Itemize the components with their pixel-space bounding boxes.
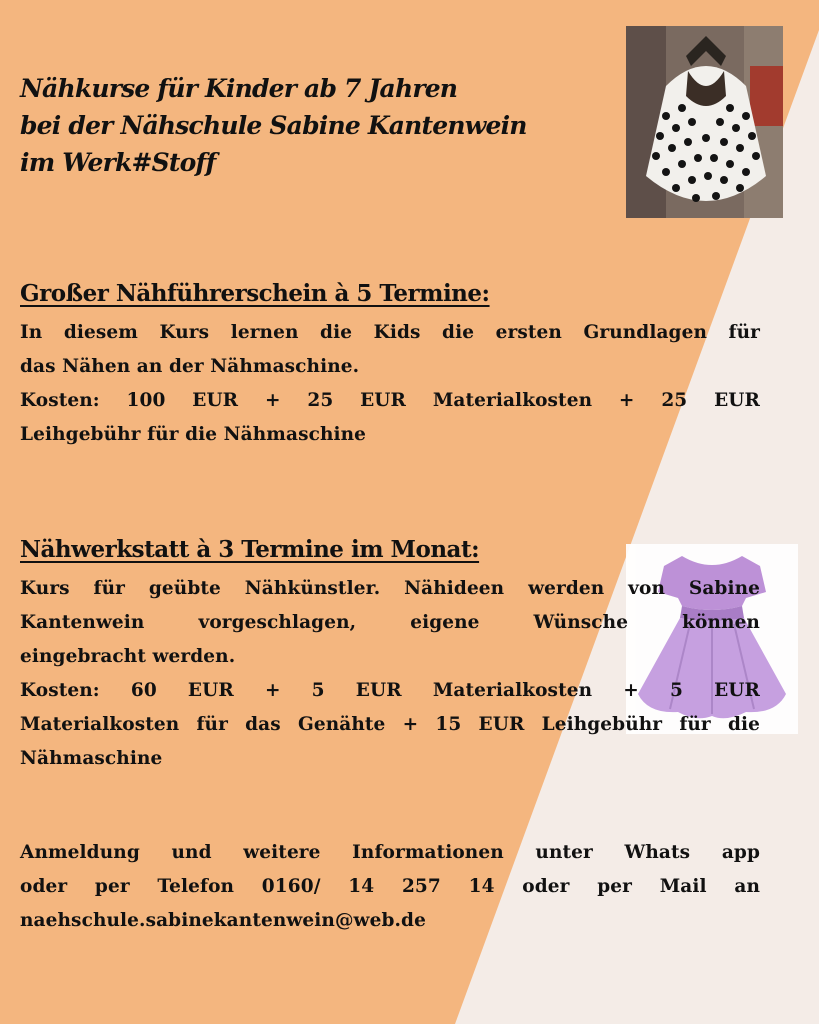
contact-line-2: oder per Telefon 0160/ 14 257 14 oder per Mail an bbox=[20, 876, 760, 897]
course2-desc-line-3: eingebracht werden. bbox=[20, 646, 236, 667]
contact-email[interactable]: naehschule.sabinekantenwein@web.de bbox=[20, 910, 426, 931]
course2-cost-line-3: Nähmaschine bbox=[20, 748, 163, 769]
contact-line-1: Anmeldung und weitere Informationen unter Whats app bbox=[20, 842, 760, 863]
course1-desc-line-1: In diesem Kurs lernen die Kids die ersten Grundlagen für bbox=[20, 322, 760, 343]
page-title bbox=[20, 70, 610, 181]
course1-heading: Großer Nähführerschein à 5 Termine: bbox=[20, 280, 490, 307]
course1-cost-line-1: Kosten: 100 EUR + 25 EUR Materialkosten + 25 EUR bbox=[20, 390, 760, 411]
course2-description bbox=[20, 572, 760, 776]
course1-desc-line-2: das Nähen an der Nähmaschine. bbox=[20, 356, 360, 377]
polka-dot-bag-photo bbox=[626, 26, 783, 218]
course2-heading: Nähwerkstatt à 3 Termine im Monat: bbox=[20, 536, 480, 563]
contact-info bbox=[20, 836, 760, 938]
course2-cost-line-2: Materialkosten für das Genähte + 15 EUR Leihgebühr für die bbox=[20, 714, 760, 735]
course2-cost-line-1: Kosten: 60 EUR + 5 EUR Materialkosten + 5 EUR bbox=[20, 680, 760, 701]
title-line-3: im Werk#Stoff bbox=[20, 148, 216, 177]
title-line-1: Nähkurse für Kinder ab 7 Jahren bbox=[20, 74, 458, 103]
course1-description bbox=[20, 316, 760, 452]
title-line-2: bei der Nähschule Sabine Kantenwein bbox=[20, 111, 527, 140]
course2-desc-line-1: Kurs für geübte Nähkünstler. Nähideen werden von Sabine bbox=[20, 578, 760, 599]
course1-cost-line-2: Leihgebühr für die Nähmaschine bbox=[20, 424, 367, 445]
course2-desc-line-2: Kantenwein vorgeschlagen, eigene Wünsche können bbox=[20, 612, 760, 633]
